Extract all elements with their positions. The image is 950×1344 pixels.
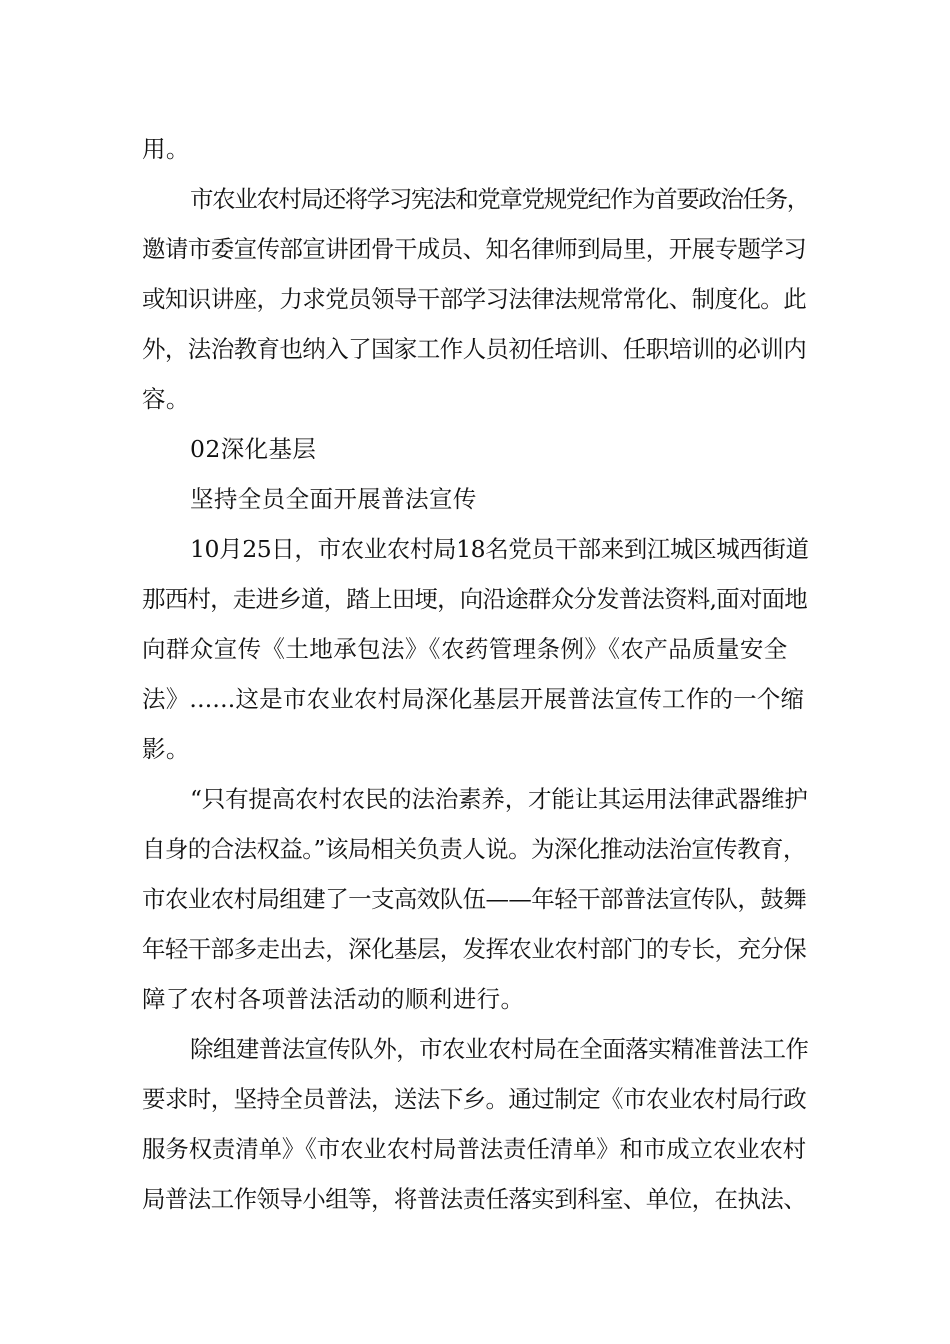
section-number-title: 02深化基层 — [190, 435, 317, 463]
text-line: 那西村，走进乡道，踏上田埂，向沿途群众分发普法资料,面对面地 — [142, 585, 807, 613]
text-line: 服务权责清单》《市农业农村局普法责任清单》和市成立农业农村 — [142, 1135, 806, 1163]
section-subtitle — [142, 474, 810, 524]
text-line: 或知识讲座，力求党员领导干部学习法律法规常常化、制度化。此 — [142, 285, 807, 313]
text-line: 外，法治教育也纳入了国家工作人员初任培训、任职培训的必训内 — [142, 335, 807, 363]
text-line: 年轻干部多走出去，深化基层，发挥农业农村部门的专长，充分保 — [142, 935, 807, 963]
text-line: 用。 — [142, 135, 190, 163]
paragraph — [142, 524, 810, 774]
text-line: 影。 — [142, 735, 190, 763]
text-line: 除组建普法宣传队外，市农业农村局在全面落实精准普法工作 — [190, 1035, 809, 1063]
document-body — [142, 124, 810, 1224]
text-line: 市农业农村局组建了一支高效队伍——年轻干部普法宣传队，鼓舞 — [142, 885, 807, 913]
text-line: 局普法工作领导小组等，将普法责任落实到科室、单位，在执法、 — [142, 1185, 807, 1213]
text-line: 邀请市委宣传部宣讲团骨干成员、知名律师到局里，开展专题学习 — [142, 235, 807, 263]
paragraph — [142, 124, 810, 174]
text-line: 向群众宣传《土地承包法》《农药管理条例》《农产品质量安全 — [142, 635, 788, 663]
text-line: 坚持全员全面开展普法宣传 — [190, 485, 477, 513]
paragraph — [142, 1024, 810, 1224]
text-line: “只有提高农村农民的法治素养，才能让其运用法律武器维护 — [190, 785, 808, 813]
text-line: 自身的合法权益。”该局相关负责人说。为深化推动法治宣传教育， — [142, 835, 806, 863]
text-line: 法》......这是市农业农村局深化基层开展普法宣传工作的一个缩 — [142, 685, 805, 713]
text-line: 市农业农村局还将学习宪法和党章党规党纪作为首要政治任务， — [190, 185, 809, 213]
paragraph — [142, 774, 810, 1024]
section-heading — [142, 424, 810, 474]
text-line: 容。 — [142, 385, 190, 413]
text-line: 10月25日，市农业农村局18名党员干部来到江城区城西街道 — [190, 535, 809, 563]
text-line: 障了农村各项普法活动的顺利进行。 — [142, 985, 525, 1013]
paragraph — [142, 174, 810, 424]
text-line: 要求时，坚持全员普法，送法下乡。通过制定《市农业农村局行政 — [142, 1085, 807, 1113]
